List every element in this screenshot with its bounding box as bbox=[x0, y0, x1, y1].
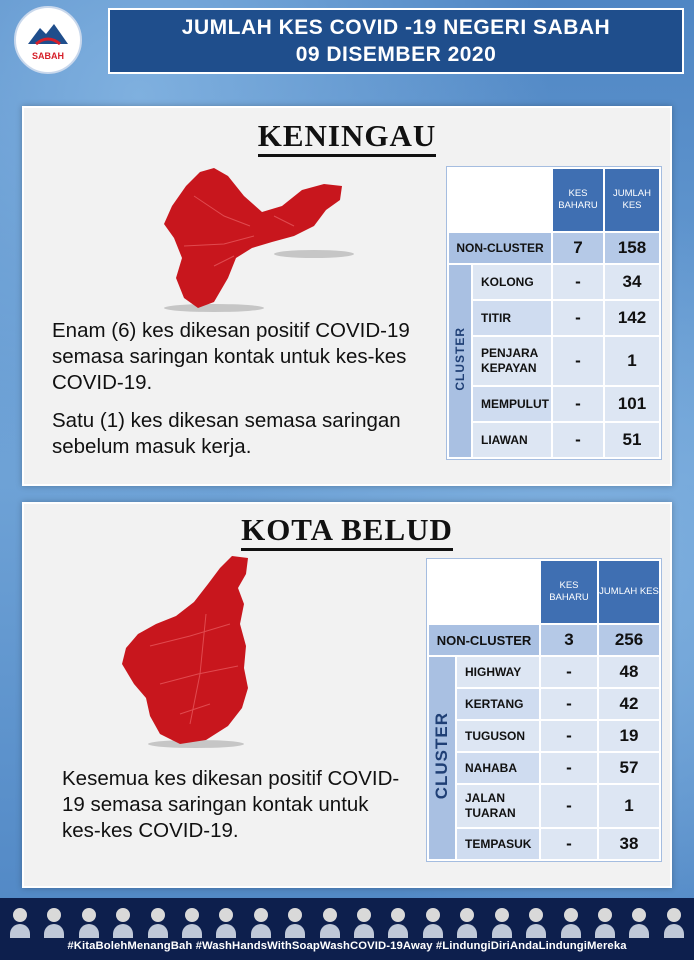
person-icon bbox=[79, 908, 99, 938]
table-row bbox=[429, 657, 659, 687]
table-row bbox=[449, 387, 659, 421]
cluster-total: 101 bbox=[605, 387, 659, 421]
col-header-total-cases: JUMLAH KES bbox=[605, 169, 659, 231]
frontliner-silhouettes bbox=[10, 902, 684, 938]
person-icon bbox=[561, 908, 581, 938]
person-icon bbox=[285, 908, 305, 938]
cluster-new: - bbox=[541, 657, 597, 687]
person-icon bbox=[354, 908, 374, 938]
person-icon bbox=[148, 908, 168, 938]
cluster-name: LIAWAN bbox=[473, 423, 551, 457]
district-title: KOTA BELUD bbox=[24, 512, 670, 548]
cluster-name: KOLONG bbox=[473, 265, 551, 299]
col-header-new-cases: KES BAHARU bbox=[553, 169, 603, 231]
cluster-new: - bbox=[541, 753, 597, 783]
table-row bbox=[449, 301, 659, 335]
person-icon bbox=[320, 908, 340, 938]
non-cluster-label: NON-CLUSTER bbox=[449, 233, 551, 263]
page-title: JUMLAH KES COVID -19 NEGERI SABAH bbox=[181, 16, 611, 39]
table-row bbox=[429, 721, 659, 751]
keningau-panel bbox=[22, 106, 672, 486]
cluster-name: TEMPASUK bbox=[457, 829, 539, 859]
keningau-description-1: Enam (6) kes dikesan positif COVID-19 semasa saringan kontak untuk kes-kes COVID-19. bbox=[52, 319, 410, 394]
cluster-name: MEMPULUT bbox=[473, 387, 551, 421]
table-row bbox=[429, 689, 659, 719]
cluster-total: 1 bbox=[605, 337, 659, 385]
mountain-logo-icon bbox=[26, 20, 70, 50]
hashtags: #KitaBolehMenangBah #WashHandsWithSoapWashCOVID-19Away #LindungiDiriAndaLindungiMereka bbox=[67, 940, 627, 952]
table-row bbox=[429, 829, 659, 859]
col-header-new-cases: KES BAHARU bbox=[541, 561, 597, 623]
cluster-name: NAHABA bbox=[457, 753, 539, 783]
kota-belud-map bbox=[120, 554, 260, 750]
cluster-label-cell bbox=[449, 265, 471, 457]
cluster-new: - bbox=[553, 301, 603, 335]
col-header-total-cases: JUMLAH KES bbox=[599, 561, 659, 623]
footer-banner bbox=[0, 898, 694, 960]
cluster-name: KERTANG bbox=[457, 689, 539, 719]
table-row bbox=[429, 625, 659, 655]
keningau-map bbox=[154, 166, 354, 314]
non-cluster-total: 256 bbox=[599, 625, 659, 655]
person-icon bbox=[251, 908, 271, 938]
cluster-total: 142 bbox=[605, 301, 659, 335]
cluster-new: - bbox=[541, 785, 597, 827]
cluster-name: TUGUSON bbox=[457, 721, 539, 751]
kota-belud-case-table bbox=[426, 558, 662, 862]
person-icon bbox=[629, 908, 649, 938]
cluster-total: 57 bbox=[599, 753, 659, 783]
table-row bbox=[429, 753, 659, 783]
district-title: KENINGAU bbox=[24, 118, 670, 154]
non-cluster-total: 158 bbox=[605, 233, 659, 263]
non-cluster-label: NON-CLUSTER bbox=[429, 625, 539, 655]
cluster-new: - bbox=[541, 829, 597, 859]
person-icon bbox=[457, 908, 477, 938]
person-icon bbox=[526, 908, 546, 938]
person-icon bbox=[664, 908, 684, 938]
person-icon bbox=[216, 908, 236, 938]
table-row bbox=[449, 337, 659, 385]
cluster-name: HIGHWAY bbox=[457, 657, 539, 687]
person-icon bbox=[182, 908, 202, 938]
cluster-new: - bbox=[541, 689, 597, 719]
person-icon bbox=[423, 908, 443, 938]
cluster-name: TITIR bbox=[473, 301, 551, 335]
keningau-description-2: Satu (1) kes dikesan semasa saringan sebelum masuk kerja. bbox=[52, 409, 401, 458]
cluster-total: 19 bbox=[599, 721, 659, 751]
table-row bbox=[449, 233, 659, 263]
cluster-new: - bbox=[553, 423, 603, 457]
table-row bbox=[449, 423, 659, 457]
kota-belud-panel bbox=[22, 502, 672, 888]
cluster-name: PENJARA KEPAYAN bbox=[473, 337, 551, 385]
cluster-label-cell bbox=[429, 657, 455, 859]
cluster-total: 42 bbox=[599, 689, 659, 719]
non-cluster-new: 3 bbox=[541, 625, 597, 655]
cluster-label: CLUSTER bbox=[432, 711, 451, 800]
cluster-label: CLUSTER bbox=[453, 326, 467, 391]
cluster-new: - bbox=[541, 721, 597, 751]
logo-text: SABAH bbox=[31, 50, 64, 61]
kota-belud-description: Kesemua kes dikesan positif COVID-19 semasa saringan kontak untuk kes-kes COVID-19. bbox=[62, 767, 400, 842]
cluster-total: 48 bbox=[599, 657, 659, 687]
keningau-case-table bbox=[446, 166, 662, 460]
cluster-total: 1 bbox=[599, 785, 659, 827]
cluster-total: 34 bbox=[605, 265, 659, 299]
sabah-health-logo bbox=[14, 6, 82, 74]
cluster-total: 38 bbox=[599, 829, 659, 859]
non-cluster-new: 7 bbox=[553, 233, 603, 263]
person-icon bbox=[388, 908, 408, 938]
header-title-box bbox=[108, 8, 684, 74]
cluster-new: - bbox=[553, 265, 603, 299]
report-date: 09 DISEMBER 2020 bbox=[295, 43, 497, 66]
cluster-name: JALAN TUARAN bbox=[457, 785, 539, 827]
person-icon bbox=[44, 908, 64, 938]
table-row bbox=[449, 265, 659, 299]
cluster-total: 51 bbox=[605, 423, 659, 457]
person-icon bbox=[10, 908, 30, 938]
cluster-new: - bbox=[553, 337, 603, 385]
person-icon bbox=[113, 908, 133, 938]
person-icon bbox=[492, 908, 512, 938]
table-row bbox=[429, 785, 659, 827]
cluster-new: - bbox=[553, 387, 603, 421]
person-icon bbox=[595, 908, 615, 938]
